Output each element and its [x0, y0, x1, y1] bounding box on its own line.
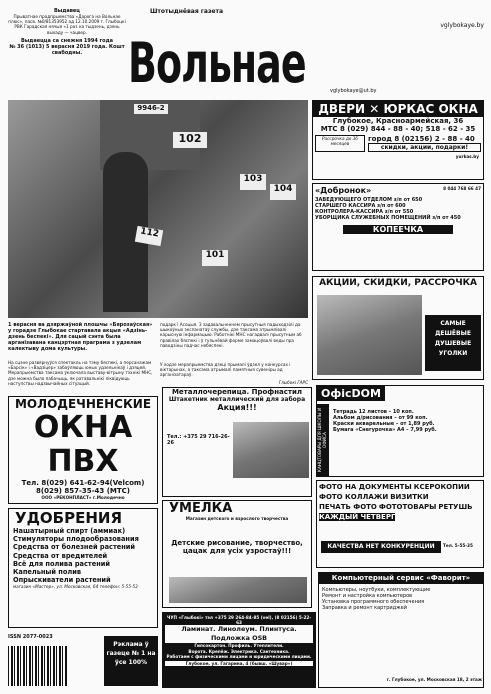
- windows-city: город 8 (02156) 2 - 88 - 40: [368, 135, 475, 143]
- umelka-title: УМЕЛКА: [169, 501, 233, 516]
- fertilizer-item-7: Опрыскиватели растений: [13, 576, 111, 585]
- office-item-2: Альбом д/рисования – от 99 коп.: [333, 415, 428, 421]
- laminate-address: Глубокое, ул. Гагарина, 4 (бывш. «Шувар»): [165, 661, 313, 666]
- computer-item-1: Компьютеры, ноутбуки, комплектующие: [322, 587, 431, 593]
- furniture-ad: [312, 276, 484, 380]
- windows-address: Глубокое, Красноармейская, 36: [332, 117, 464, 125]
- molodechno-ad: [8, 396, 158, 504]
- laminate-line2: Гипсокартон. Профиль. Утеплители.: [194, 643, 284, 649]
- metal-photo: [233, 422, 309, 478]
- umelka-ad: [162, 500, 312, 608]
- metal-sub: Штакетник металлический для забора: [168, 396, 306, 403]
- furniture-best: САМЫЕ ДЕШЁВЫЕ ДУШЕВЫЕ УГОЛКИ: [425, 315, 481, 371]
- fertilizer-item-5: Всё для полива растений: [13, 559, 111, 568]
- metal-title: Металлочерепица. Профнастил: [171, 388, 303, 396]
- dobronom-job-1: ЗАВЕДУЮЩЕГО ОТДЕЛОМ з/п от 650: [315, 197, 423, 203]
- metal-phone: Тел.: +375 29 716-26-26: [167, 434, 230, 446]
- computer-item-4: Заправка и ремонт картриджей: [322, 605, 407, 611]
- masthead-title: Вольнае: [128, 31, 306, 95]
- windows-discount: скидки, акции, подарки!: [368, 143, 481, 152]
- child-sign-103: 103: [240, 174, 266, 190]
- fertilizer-item-1: Нашатырный спирт (аммиак): [13, 527, 126, 535]
- laminate-header: ЧУП «Глыбокі» тэл +375 29 264-84-85 (vel), (8 02156) 5-22-63: [166, 615, 312, 626]
- imprint-title: Выдавец: [53, 8, 80, 14]
- photo-word-8: КАЖДЫЙ ЧЕТВЕРГ: [319, 513, 396, 521]
- laminate-ad: [162, 612, 316, 688]
- dobronom-name: «Добронок»: [315, 186, 372, 195]
- windows-header: ДВЕРИ ✕ ЮРКАС ОКНА: [313, 101, 483, 117]
- molodechno-company: ООО «РЕКОНПЛАСТ» г.Молодечно: [41, 495, 125, 500]
- windows-site[interactable]: yurkas.by: [455, 154, 479, 159]
- dobronom-ad: [312, 183, 484, 271]
- office-item-4: Бумага «Снегурочка» А4 – 7,99 руб.: [333, 427, 437, 433]
- laminate-line1: Ламинат. Линолеум. Плинтуса. Подложка OSB: [165, 625, 313, 643]
- computer-title: Компьютерный сервис «Фаворит»: [319, 573, 483, 584]
- bottom-promo: Рэклама ў газеце № 1 на ўсе 100%: [104, 636, 158, 686]
- child-sign-104: 104: [270, 184, 296, 200]
- windows-installment: Рассрочка до 36 месяцев: [315, 135, 365, 152]
- molodechno-big: ОКНА ПВХ: [33, 410, 133, 479]
- kicker: Штотыднёвая газета: [150, 8, 224, 15]
- computer-item-2: Ремонт и настройка компьютеров: [322, 593, 413, 599]
- windows-mts: МТС 8 (029) 844 - 88 - 40; 518 - 62 - 35: [320, 125, 476, 133]
- laminate-line4: Работаем с физическими лицами и юридическими лицами.: [166, 653, 312, 659]
- umelka-tagline: Детские рисование, творчество, цацак для усіх узростаў!!!: [171, 539, 303, 556]
- photo-word-7: РЕТУШЬ: [438, 503, 473, 511]
- truck-plate: 9946-2: [134, 104, 168, 114]
- laminate-line3: Ворота. Крепёж. Электрика. Сантехника.: [188, 648, 290, 654]
- fertilizer-item-4: Средства от вредителей: [13, 551, 108, 560]
- lead-body-left: На сцэне развярнуўся спектакль на тэму бяспекі, а персанажам «Барсік» і «Вадзіцер» забаўляюць юных удзельнікаў і дзяцей. Мерапрыемства таксама ўключала выставу-вітрыну тэхнікі МНС, дзе можна было пабачыць, як ратавальнікі ліквідуюць наступствы надзвычайных сітуацый.: [8, 360, 153, 386]
- furniture-photo: [317, 295, 422, 375]
- child-sign-101: 101: [202, 250, 228, 266]
- fertilizer-title: УДОБРЕНИЯ: [15, 509, 123, 527]
- computer-address: г. Глубокое, ул. Московская 18, 2 этаж: [386, 677, 482, 682]
- computer-item-3: Установка программного обеспечения: [322, 599, 425, 605]
- issue-line: № 36 (1013) 5 верасня 2019 года. Кошт свабодны.: [9, 43, 125, 56]
- lead-body-tail: У ходзе мерапрыемства дзеці прымалі ўдзел у конкурсах і віктарынах, а таксама атрымалі памятныя сувеніры ад арганізатараў.: [160, 362, 291, 378]
- photo-word-1: ФОТО НА ДОКУМЕНТЫ: [319, 483, 412, 491]
- imprint-text: Прыватнае прадпрыемства «Дарога на Вольнае плюс», пасв. №0/81353952 ад 12.10.2009 г. Глыбоцкі РВК Гарадская нячыя «1 раз на тыдзень, дзень выхаду — чацвер.: [8, 14, 126, 35]
- photo-slogan: КАЧЕСТВА НЕТ КОНКУРЕНЦИИ: [321, 541, 441, 553]
- office-brand: ОфісDOM: [317, 386, 385, 401]
- office-side: КАНЦТОВАРЫ ДЛЯ ШКОЛЫ И ОФИСА: [317, 404, 329, 476]
- dobronom-phone: 8 044 768 66 47: [443, 186, 481, 191]
- photo-word-5: ПЕЧАТЬ ФОТО: [319, 503, 377, 511]
- computer-ad: [318, 572, 484, 688]
- kopeechka-logo: КОПЕЕЧКА: [343, 225, 453, 234]
- fertilizer-shop: магазин «Мастер», ул. Московская, 64 телефон: 5-55-53: [13, 584, 138, 590]
- metal-action: Акция!!!: [217, 403, 257, 412]
- windows-ad: [312, 100, 484, 180]
- child-sign-112: 112: [135, 226, 163, 246]
- molodechno-phone2: 8(029) 857-35-43 (МТС): [36, 487, 130, 495]
- umelka-strip: [169, 577, 307, 603]
- lead-photo: [8, 100, 308, 318]
- dobronom-job-4: УБОРЩИКА СЛУЖЕБНЫХ ПОМЕЩЕНИЙ з/п от 450: [315, 215, 461, 221]
- dobronom-job-2: СТАРШЕГО КАССИРА з/п от 600: [315, 203, 406, 209]
- photo-word-3: ФОТО КОЛЛАЖИ: [319, 493, 389, 501]
- issn: ISSN 2077-0023: [8, 634, 53, 640]
- since-line: Выдаецца са снежня 1994 года: [20, 37, 114, 44]
- office-item-1: Тетрадь 12 листов – 10 коп.: [333, 409, 414, 415]
- photo-word-4: ВИЗИТКИ: [390, 493, 429, 501]
- photo-word-2: КСЕРОКОПИИ: [413, 483, 470, 491]
- truck-number: 102: [173, 132, 207, 148]
- website[interactable]: vglybokaye.by: [440, 22, 484, 29]
- email[interactable]: vglybokaye@ut.by: [330, 88, 377, 94]
- byline: Глыбокі ГАРС: [278, 380, 308, 385]
- molodechno-phone1: Тел. 8(029) 641-62-94(Velcom): [21, 479, 145, 487]
- fertilizer-item-6: Капельный полив: [13, 568, 82, 577]
- umelka-sub: Магазин детского и взрослого творчества: [185, 516, 289, 521]
- photo-phone: Тел. 5-55-35: [443, 543, 473, 548]
- lead-caption-bold: 1 верасня ва дзяржаўной плошчы «Бярозаўская» у горадзе Глыбокае стартавала акцыя «Адзінь-дзень беспекі». Для сацый сэнта была арганізавана канцэртная праграма з удзелам калектыву дома культуры.: [8, 322, 153, 352]
- imprint-block: [8, 8, 126, 100]
- metal-ad: [162, 387, 312, 497]
- office-item-3: Краски акварельные – от 1,89 руб.: [333, 421, 435, 427]
- photo-services-ad: [316, 480, 484, 568]
- fertilizer-item-2: Стимуляторы плодообразования: [13, 535, 139, 544]
- office-ad: [316, 385, 484, 477]
- fertilizer-ad: [8, 508, 158, 628]
- dobronom-job-3: КОНТРОЛЕРА-КАССИРА з/п от 550: [315, 209, 414, 215]
- fertilizer-item-3: Средства от болезней растений: [13, 543, 136, 552]
- barcode: [8, 646, 68, 686]
- furniture-header: АКЦИИ, СКИДКИ, РАССРОЧКА: [319, 278, 477, 288]
- photo-word-6: ФОТОТОВАРЫ: [378, 503, 437, 511]
- lead-body-right: подарк і Асоцыя. З задавальненнем прысутныя падыходзілі да шыкоўных экспанатаў службы, дзе таксама атрымлівалі карысную інфармацыю. Работнікі МНС нагадвалі прысутным аб правілах бяспекі і ў гульнёвай форме замацоўвалі веды пра паводзіны падчас небяспекі.: [160, 322, 302, 348]
- molodechno-title: МОЛОДЕЧНЕНСКИЕ: [14, 397, 152, 411]
